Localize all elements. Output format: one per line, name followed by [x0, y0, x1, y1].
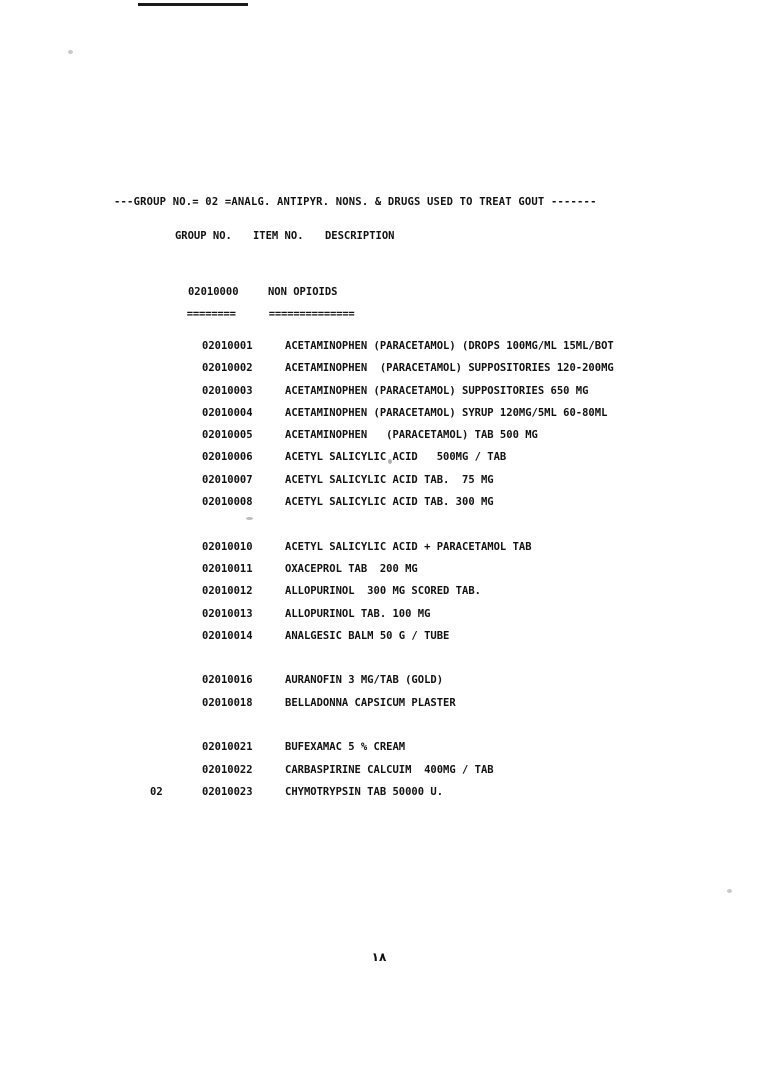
cell-item-no: 02010023: [202, 785, 253, 798]
cell-description: ACETAMINOPHEN (PARACETAMOL) (DROPS 100MG/ML 15ML/BOT: [285, 340, 614, 352]
table-row: [0, 340, 758, 362]
cell-item-no: 02010014: [202, 629, 253, 642]
table-row: [0, 474, 758, 496]
table-row: [0, 764, 758, 786]
cell-description: ACETYL SALICYLIC ACID 500MG / TAB: [285, 451, 507, 464]
table-row: [0, 362, 758, 384]
cell-item-no: 02010013: [202, 607, 253, 620]
cell-group-no: 02: [150, 785, 163, 798]
cell-description: AURANOFIN 3 MG/TAB (GOLD): [285, 674, 444, 687]
cell-item-no: 02010004: [202, 406, 253, 419]
cell-description: ANALGESIC BALM 50 G / TUBE: [285, 629, 450, 642]
cell-description: ACETAMINOPHEN (PARACETAMOL) SYRUP 120MG/5ML 60-80ML: [285, 406, 608, 419]
table-row: [0, 674, 758, 696]
cell-description: ACETAMINOPHEN (PARACETAMOL) SUPPOSITORIES 120-200MG: [285, 362, 614, 375]
cell-description: ACETAMINOPHEN (PARACETAMOL) SUPPOSITORIES 650 MG: [285, 384, 589, 397]
table-row: [0, 608, 758, 630]
section-underline-title: ==============: [268, 308, 355, 320]
cell-item-no: 02010016: [202, 674, 253, 687]
table-row: [0, 407, 758, 429]
cell-description: ALLOPURINOL 300 MG SCORED TAB.: [285, 585, 481, 598]
cell-description: BELLADONNA CAPSICUM PLASTER: [285, 696, 456, 709]
table-row: [0, 541, 758, 563]
cell-description: CHYMOTRYPSIN TAB 50000 U.: [285, 785, 444, 798]
column-header-row: [137, 218, 394, 254]
cell-item-no: 02010005: [202, 429, 253, 442]
scan-artifact: [727, 889, 732, 893]
cell-item-no: 02010018: [202, 696, 253, 709]
table-row: [0, 385, 758, 407]
table-row: [0, 563, 758, 585]
page-number: ١٨: [371, 950, 387, 964]
cell-description: ACETYL SALICYLIC ACID TAB. 300 MG: [285, 496, 494, 509]
table-row: [0, 630, 758, 675]
table-row: [0, 496, 758, 541]
cell-description: ACETAMINOPHEN (PARACETAMOL) TAB 500 MG: [285, 429, 538, 442]
section-underline-row: [150, 296, 354, 332]
cell-item-no: 02010012: [202, 585, 253, 598]
cell-description: ACETYL SALICYLIC ACID TAB. 75 MG: [285, 473, 494, 486]
top-edge-mark: [138, 3, 248, 6]
cell-item-no: 02010021: [202, 741, 253, 754]
cell-item-no: 02010006: [202, 451, 253, 464]
column-header-item-no: ITEM NO.: [252, 230, 304, 242]
group-header-line: ---GROUP NO.= 02 =ANALG. ANTIPYR. NONS. & DRUGS USED TO TREAT GOUT -------: [114, 196, 597, 208]
cell-description: BUFEXAMAC 5 % CREAM: [285, 741, 406, 754]
cell-description: ACETYL SALICYLIC ACID + PARACETAMOL TAB: [285, 540, 532, 553]
cell-item-no: 02010007: [202, 473, 253, 486]
cell-item-no: 02010003: [202, 384, 253, 397]
cell-item-no: 02010010: [202, 540, 253, 553]
cell-item-no: 02010001: [202, 340, 253, 352]
table-row: [0, 451, 758, 473]
cell-description: ALLOPURINOL TAB. 100 MG: [285, 607, 431, 620]
table-row: [0, 741, 758, 763]
cell-item-no: 02010022: [202, 763, 253, 776]
cell-item-no: 02010011: [202, 562, 253, 575]
section-code: 02010000: [187, 286, 239, 298]
cell-description: OXACEPROL TAB 200 MG: [285, 562, 418, 575]
cell-item-no: 02010008: [202, 496, 253, 509]
column-header-description: DESCRIPTION: [324, 230, 395, 242]
table-row: [0, 429, 758, 451]
section-name: NON OPIOIDS: [267, 286, 338, 298]
table-row: [0, 697, 758, 742]
table-row: [0, 786, 758, 808]
section-underline-code: ========: [186, 308, 236, 320]
drug-list: [0, 340, 758, 808]
cell-item-no: 02010002: [202, 362, 253, 375]
cell-description: CARBASPIRINE CALCUIM 400MG / TAB: [285, 763, 494, 776]
column-header-group-no: GROUP NO.: [174, 230, 232, 242]
table-row: [0, 585, 758, 607]
scan-artifact: [68, 50, 73, 54]
